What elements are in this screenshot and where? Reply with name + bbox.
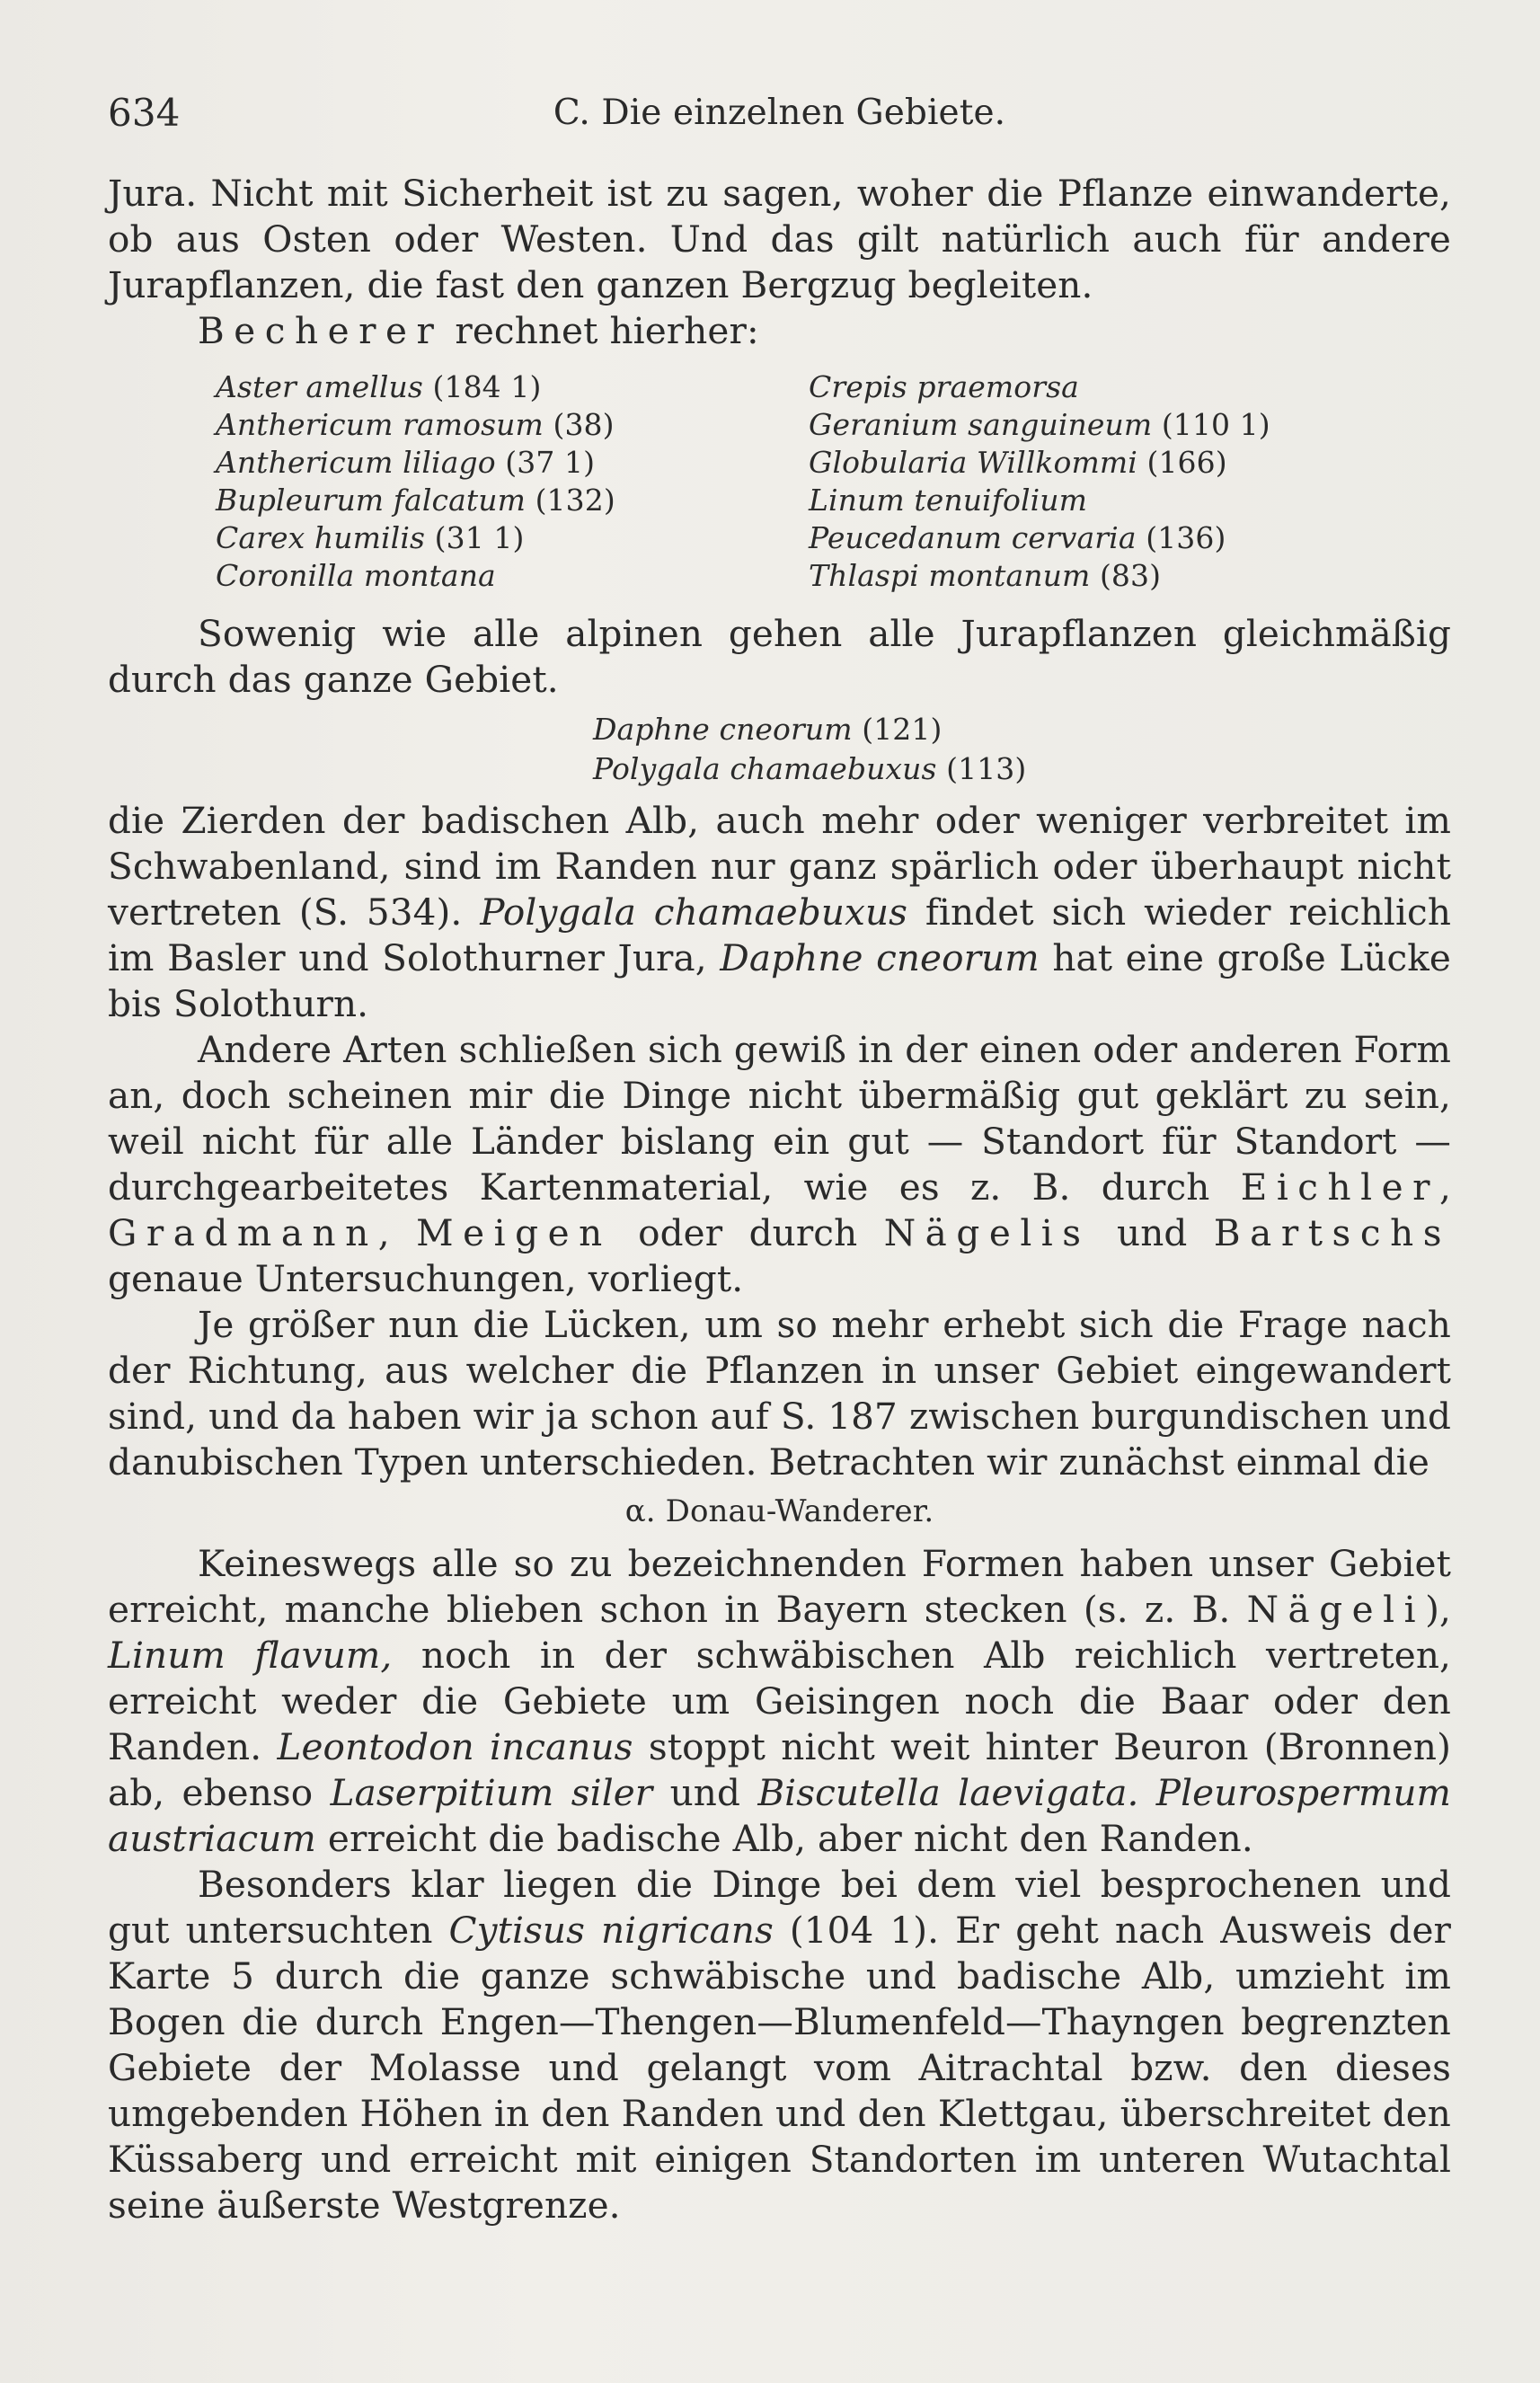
section-heading: α. Donau-Wanderer.: [624, 1493, 934, 1529]
plant-list-left: [108, 368, 809, 595]
page-content: [108, 85, 1451, 2228]
plant-entry: Globularia Willkommi (166): [809, 445, 1227, 480]
plant-entry: Crepis praemorsa: [809, 369, 1079, 404]
plant-entry: Coronilla montana: [216, 558, 496, 593]
paragraph-5: Andere Arten schließen sich gewiß in der einen oder anderen Form an, doch scheinen mir die Dinge nicht übermäßig gut geklärt zu sein, weil nicht für alle Länder bislang ein gut — Standort für Standort — durchgearbeitetes Kartenmaterial, wie es z. B. durch Eichler, Gradmann, Meigen oder durch Nägelis und Bartschs genaue Untersuchungen, vorliegt.: [108, 1028, 1452, 1300]
paragraph-8: Besonders klar liegen die Dinge bei dem viel besprochenen und gut untersuchten Cytisus nigricans (104 1). Er geht nach Ausweis der Karte 5 durch die ganze schwäbische und badische Alb, umzieht im Bogen die durch Engen—Thengen—Blumenfeld—Thayngen begrenzten Gebiete der Molasse und gelangt vom Aitrachtal bzw. den dieses umgebenden Höhen in den Randen und den Klettgau, überschreitet den Küssaberg und erreicht mit einigen Standorten im unteren Wutachtal seine äußerste Westgrenze.: [108, 1863, 1451, 2227]
running-title: C. Die einzelnen Gebiete.: [553, 93, 1006, 133]
plant-entry: Aster amellus (184 1): [216, 369, 542, 404]
plant-entry: Geranium sanguineum (110 1): [809, 407, 1270, 442]
plant-entry: Anthericum ramosum (38): [216, 407, 615, 442]
plant-entry: Anthericum liliago (37 1): [216, 445, 596, 480]
plant-entry: Thlaspi montanum (83): [809, 558, 1162, 593]
plant-list: [108, 368, 1451, 595]
paragraph-1: Jura. Nicht mit Sicherheit ist zu sagen, woher die Pflanze einwanderte, ob aus Osten oder Westen. Und das gilt natürlich auch für andere Jurapflanzen, die fast den ganzen Bergzug begleiten.: [108, 172, 1451, 306]
paragraph-6: Je größer nun die Lücken, um so mehr erhebt sich die Frage nach der Richtung, aus welcher die Pflanzen in unser Gebiet eingewandert sind, und da haben wir ja schon auf S. 187 zwischen burgundischen und danubischen Typen unterschieden. Betrachten wir zunächst einmal die: [108, 1303, 1451, 1484]
plant-entry: Daphne cneorum (121): [593, 712, 943, 747]
page-header: [108, 85, 1451, 171]
author-name: Becherer: [198, 309, 444, 352]
plant-entry: Peucedanum cervaria (136): [809, 520, 1226, 555]
paragraph-2: Becherer rechnet hierher:: [198, 309, 759, 352]
paragraph-4: die Zierden der badischen Alb, auch mehr oder weniger verbreitet im Schwabenland, sind im Randen nur ganz spärlich oder überhaupt nicht vertreten (S. 534). Polygala chamaebuxus findet sich wieder reichlich im Basler und Solothurner Jura, Daphne cneorum hat eine große Lücke bis Solothurn.: [108, 799, 1452, 1025]
species-pair: [593, 710, 1451, 789]
page-number: 634: [108, 91, 181, 135]
plant-entry: Bupleurum falcatum (132): [216, 483, 615, 518]
plant-entry: Polygala chamaebuxus (113): [593, 751, 1027, 786]
plant-entry: Linum tenuifolium: [809, 483, 1088, 518]
paragraph-7: Keineswegs alle so zu bezeichnenden Formen haben unser Gebiet erreicht, manche blieben schon in Bayern stecken (s. z. B. Nägeli), Linum flavum, noch in der schwäbischen Alb reichlich vertreten, erreicht weder die Gebiete um Geisingen noch die Baar oder den Randen. Leontodon incanus stoppt nicht weit hinter Beuron (Bronnen) ab, ebenso Laserpitium siler und Biscutella laevigata. Pleurospermum austriacum erreicht die badische Alb, aber nicht den Randen.: [108, 1542, 1452, 1860]
paragraph-3: Sowenig wie alle alpinen gehen alle Jurapflanzen gleichmäßig durch das ganze Gebiet.: [108, 612, 1451, 701]
plant-list-right: [809, 368, 1451, 595]
plant-entry: Carex humilis (31 1): [216, 520, 525, 555]
